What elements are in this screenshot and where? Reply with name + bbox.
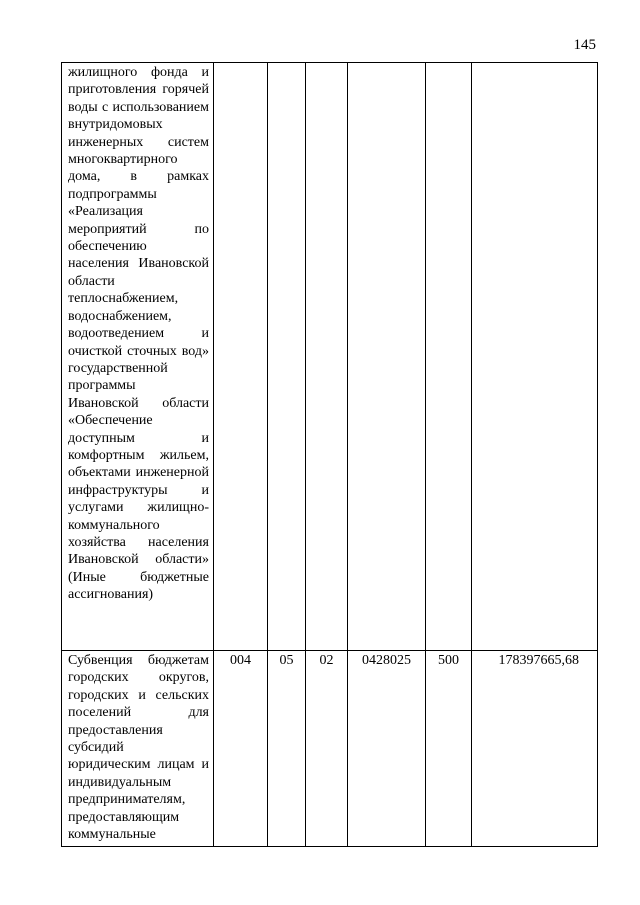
row-description-text: Субвенция бюджетам городских округов, городских и сельских поселений для предоставления субсидий юридическим лицам и индивидуальным предпринимателям, предоставляющим коммунальные (68, 653, 209, 843)
target-article-cell (348, 63, 426, 651)
row-description (62, 651, 214, 847)
page-number: 145 (573, 37, 596, 53)
budget-table (61, 62, 598, 847)
expense-type-cell (426, 63, 472, 651)
row-description (62, 63, 214, 651)
subsection-code-cell (306, 63, 348, 651)
target-article-cell: 0428025 (348, 651, 426, 847)
table-row (62, 63, 598, 651)
table-row (62, 651, 598, 847)
section-code-cell (268, 63, 306, 651)
ministry-code-cell (214, 63, 268, 651)
section-code-cell: 05 (268, 651, 306, 847)
ministry-code-cell: 004 (214, 651, 268, 847)
amount-cell: 178397665,68 (472, 651, 598, 847)
row-description-text: жилищного фонда и приготовления горячей воды с использованием внутридомовых инженерных систем многоквартирного дома, в рамках подпрограммы «Реализация мероприятий по обеспечению населения Ивановской области теплоснабжением, водоснабжением, водоотведением и очисткой сточных вод» государственной программы Ивановской области «Обеспечение доступным и комфортным жильем, объектами инженерной инфраструктуры и услугами жилищно-коммунального хозяйства населения Ивановской области» (Иные бюджетные ассигнования) (68, 65, 209, 603)
amount-cell (472, 63, 598, 651)
subsection-code-cell: 02 (306, 651, 348, 847)
expense-type-cell: 500 (426, 651, 472, 847)
